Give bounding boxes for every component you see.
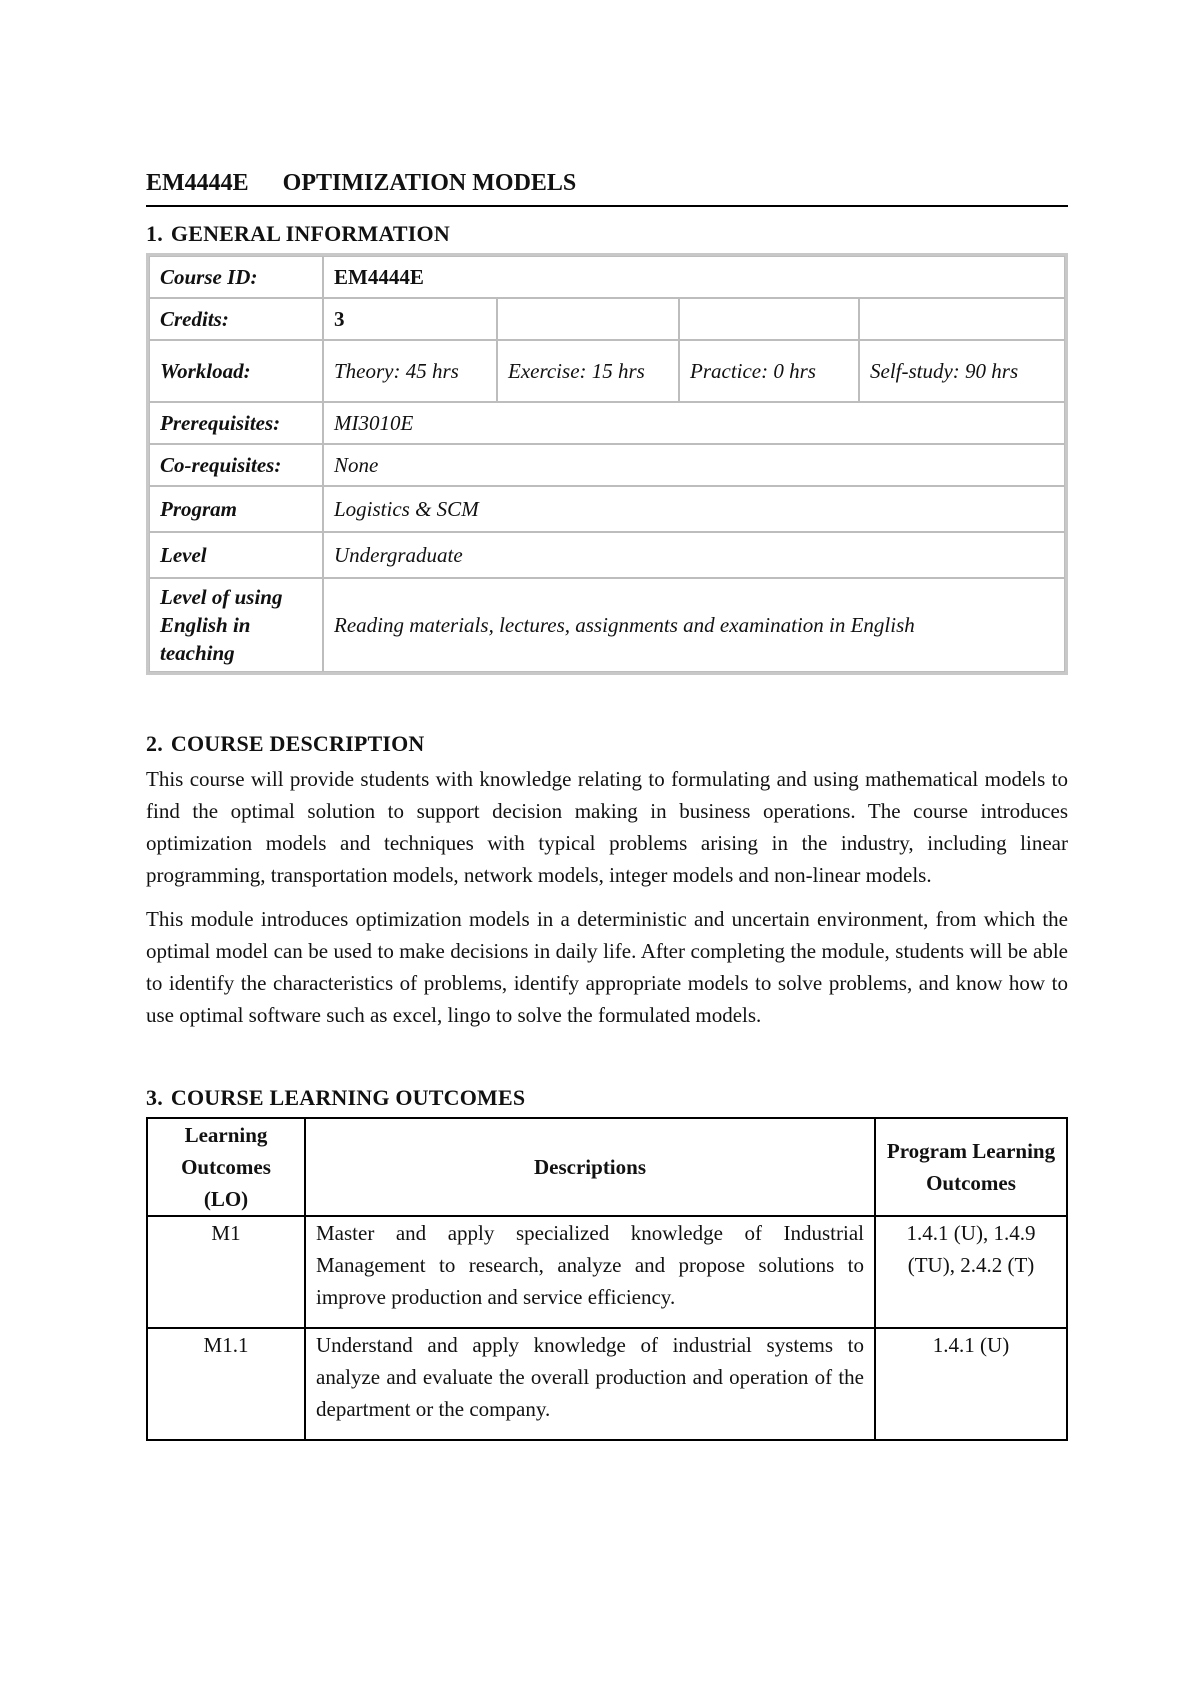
general-info-table: [146, 253, 1068, 675]
lo-program-outcomes: 1.4.1 (U): [875, 1328, 1067, 1440]
program-label: Program: [149, 486, 323, 532]
workload-exercise: Exercise: 15 hrs: [497, 340, 679, 402]
workload-practice: Practice: 0 hrs: [679, 340, 859, 402]
course-code-title: EM4444E: [146, 170, 249, 196]
prerequisites-row: [149, 402, 1065, 444]
course-name-title: OPTIMIZATION MODELS: [282, 170, 577, 196]
course-id-row: [149, 256, 1065, 298]
credits-empty-cell: [679, 298, 859, 340]
prerequisites-label: Prerequisites:: [149, 402, 323, 444]
course-description-heading: [146, 731, 1068, 757]
column-header-descriptions: Descriptions: [305, 1118, 875, 1216]
workload-row: [149, 340, 1065, 402]
workload-self-study: Self-study: 90 hrs: [859, 340, 1065, 402]
description-paragraph: This course will provide students with knowledge relating to formulating and using mathematical models to find the optimal solution to support decision making in business operations. The course introduces optimization models and techniques with typical problems arising in the industry, including linear programming, transportation models, network models, integer models and non-linear models.: [146, 767, 1068, 887]
learning-outcomes-heading: [146, 1085, 1068, 1111]
course-id-label: Course ID:: [149, 256, 323, 298]
corequisites-value: None: [323, 444, 1065, 486]
lo-program-outcomes: 1.4.1 (U), 1.4.9 (TU), 2.4.2 (T): [875, 1216, 1067, 1328]
lo-code: M1.1: [147, 1328, 305, 1440]
lo-description: Understand and apply knowledge of industrial systems to analyze and evaluate the overall production and operation of the department or the company.: [305, 1328, 875, 1440]
section-number: 2.: [146, 731, 163, 756]
program-row: [149, 486, 1065, 532]
level-value: Undergraduate: [323, 532, 1065, 578]
table-header-row: [147, 1118, 1067, 1216]
description-paragraph: This module introduces optimization models in a deterministic and uncertain environment, from which the optimal model can be used to make decisions in daily life. After completing the module, students will be able to identify the characteristics of problems, identify appropriate models to solve problems, and know how to use optimal software such as excel, lingo to solve the formulated models.: [146, 907, 1068, 1027]
section-number: 1.: [146, 221, 163, 246]
document-title: [146, 170, 1068, 207]
course-id-value: EM4444E: [323, 256, 1065, 298]
english-level-row: [149, 578, 1065, 672]
column-header-lo: Learning Outcomes (LO): [147, 1118, 305, 1216]
credits-label: Credits:: [149, 298, 323, 340]
credits-empty-cell: [859, 298, 1065, 340]
credits-empty-cell: [497, 298, 679, 340]
corequisites-row: [149, 444, 1065, 486]
corequisites-label: Co-requisites:: [149, 444, 323, 486]
lo-description: Master and apply specialized knowledge of Industrial Management to research, analyze and propose solutions to improve production and service efficiency.: [305, 1216, 875, 1328]
credits-row: [149, 298, 1065, 340]
workload-theory: Theory: 45 hrs: [323, 340, 497, 402]
program-value: Logistics & SCM: [323, 486, 1065, 532]
english-level-value: Reading materials, lectures, assignments and examination in English: [323, 578, 1065, 672]
document-page: [146, 170, 1068, 1441]
learning-outcomes-table: [146, 1117, 1068, 1441]
section-number: 3.: [146, 1085, 163, 1110]
level-row: [149, 532, 1065, 578]
section-title: COURSE DESCRIPTION: [170, 731, 425, 756]
table-row: [147, 1216, 1067, 1328]
english-level-label: Level of using English in teaching: [149, 578, 323, 672]
section-title: COURSE LEARNING OUTCOMES: [170, 1085, 526, 1110]
workload-label: Workload:: [149, 340, 323, 402]
level-label: Level: [149, 532, 323, 578]
column-header-plo: Program Learning Outcomes: [875, 1118, 1067, 1216]
general-info-heading: [146, 221, 1068, 247]
credits-value: 3: [323, 298, 497, 340]
section-title: GENERAL INFORMATION: [170, 221, 450, 246]
lo-code: M1: [147, 1216, 305, 1328]
table-row: [147, 1328, 1067, 1440]
prerequisites-value: MI3010E: [323, 402, 1065, 444]
